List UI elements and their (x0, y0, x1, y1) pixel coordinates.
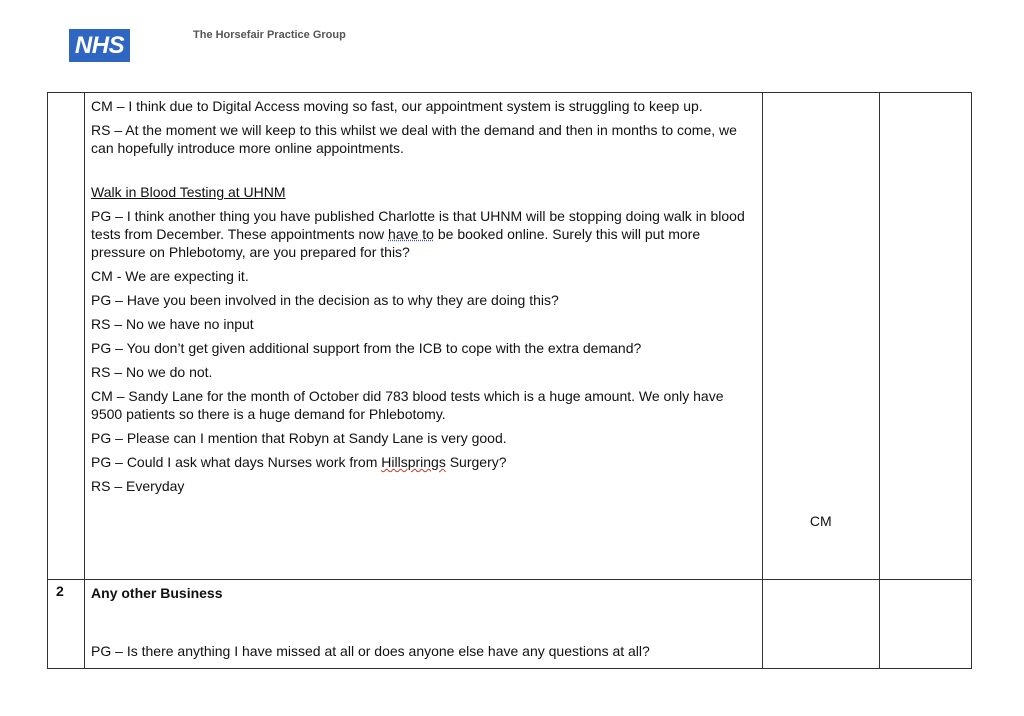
minute-paragraph: CM - We are expecting it. (91, 268, 249, 284)
minutes-table (47, 92, 972, 669)
minute-paragraph: PG – Could I ask what days Nurses work from Hillsprings Surgery? (91, 454, 507, 470)
action-cell (762, 580, 879, 669)
section-heading: Walk in Blood Testing at UHNM (91, 184, 286, 200)
minute-paragraph: PG – Have you been involved in the decision as to why they are doing this? (91, 292, 559, 308)
minute-paragraph: PG – Is there anything I have missed at all or does anyone else have any questions at all? (91, 643, 650, 659)
minute-paragraph: RS – At the moment we will keep to this whilst we deal with the demand and then in months to come, we can hopefully introduce more online appointments. (91, 122, 737, 156)
table-row (48, 580, 972, 669)
minute-paragraph: RS – Everyday (91, 478, 185, 494)
minute-paragraph: PG – You don’t get given additional support from the ICB to cope with the extra demand? (91, 340, 642, 356)
minute-paragraph: CM – Sandy Lane for the month of October did 783 blood tests which is a huge amount. We only have 9500 patients so there is a huge demand for Phlebotomy. (91, 388, 724, 422)
discussion-cell (85, 580, 763, 669)
spelling-flag: Hillsprings (381, 454, 446, 470)
grammar-flag: have to (388, 226, 434, 242)
deadline-cell (879, 93, 971, 580)
discussion-cell (85, 93, 763, 580)
minute-paragraph: RS – No we have no input (91, 316, 254, 332)
minute-paragraph: CM – I think due to Digital Access moving so fast, our appointment system is struggling to keep up. (91, 98, 703, 114)
practice-name: The Horsefair Practice Group (193, 29, 346, 41)
item-number-cell (48, 93, 85, 580)
nhs-logo: NHS (69, 29, 130, 62)
action-cell (762, 93, 879, 580)
item-title: Any other Business (91, 585, 223, 601)
minute-paragraph: RS – No we do not. (91, 364, 213, 380)
deadline-cell (879, 580, 971, 669)
minute-paragraph: PG – I think another thing you have published Charlotte is that UHNM will be stopping doing walk in blood tests from December. These appointments now have to be booked online. Surely this will put more pressure on Phlebotomy, are you prepared for this? (91, 208, 745, 260)
table-row (48, 93, 972, 580)
item-number-cell: 2 (48, 580, 85, 669)
action-owner: CM (809, 513, 832, 529)
minute-paragraph: PG – Please can I mention that Robyn at Sandy Lane is very good. (91, 430, 507, 446)
